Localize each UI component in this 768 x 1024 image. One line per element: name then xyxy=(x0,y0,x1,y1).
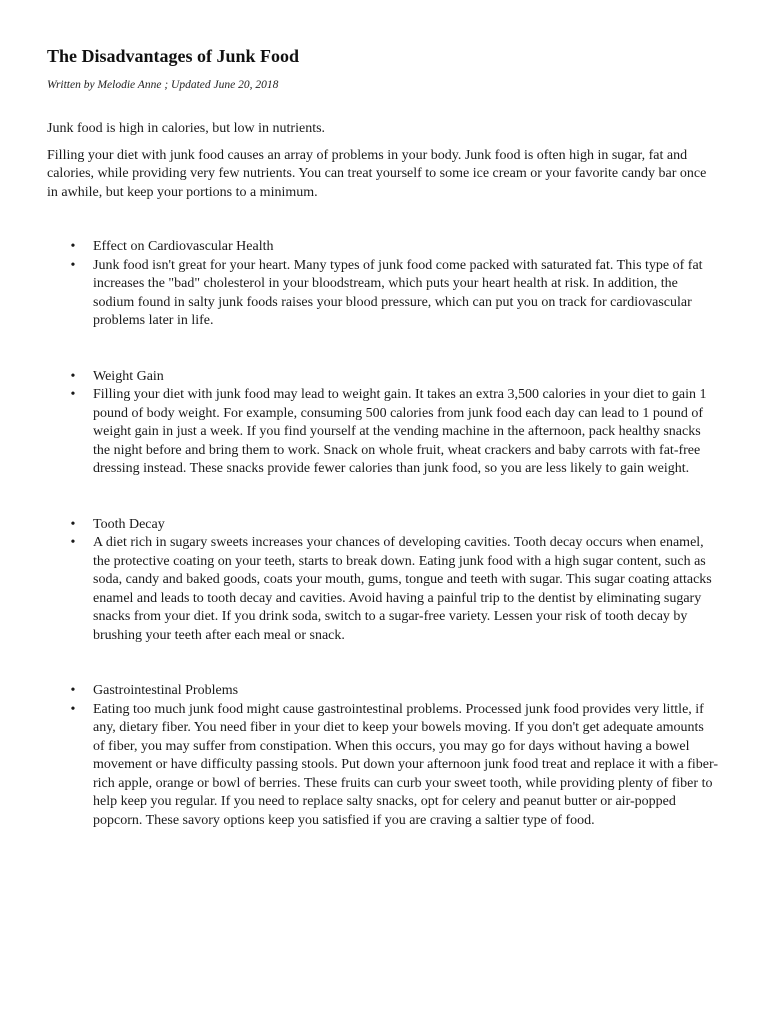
bullet-icon: • xyxy=(70,516,76,532)
section-body-text: Filling your diet with junk food may lead to weight gain. It takes an extra 3,500 calories in your diet to gain 1 pound of body weight. For example, consuming 500 calories from junk food each day can lead to 1 pound of weight gain in just a week. If you find yourself at the vending machine in the afternoon, pack healthy snacks the night before and bring them to work. Snack on whole fruit, wheat crackers and baby carrots with fat-free dressing instead. These snacks provide fewer calories than junk food, so you are less likely to gain weight. xyxy=(93,387,707,476)
section-body xyxy=(47,701,719,831)
section-weight-gain xyxy=(47,368,719,479)
page-title: The Disadvantages of Junk Food xyxy=(47,46,300,66)
section-body-text: Junk food isn't great for your heart. Many types of junk food come packed with saturated fat. This type of fat increases the "bad" cholesterol in your bloodstream, which puts your heart health at risk. In addition, the sodium found in salty junk foods raises your blood pressure, which can put you on track for cardiovascular problems later in life. xyxy=(93,257,703,328)
section-body xyxy=(47,386,719,479)
section-body xyxy=(47,534,719,645)
section-body-text: A diet rich in sugary sweets increases your chances of developing cavities. Tooth decay occurs when enamel, the protective coating on your teeth, starts to break down. Eating junk food with a high sugar content, such as soda, candy and baked goods, coats your mouth, gums, tongue and teeth with sugar. This sugar coating attacks enamel and leads to tooth decay and cavities. Avoid having a painful trip to the dentist by eliminating sugary snacks from your diet. If you drink soda, switch to a sugar-free variety. Lessen your risk of tooth decay by brushing your teeth after each meal or snack. xyxy=(93,535,712,643)
bullet-icon: • xyxy=(70,257,76,273)
section-heading xyxy=(47,368,719,387)
section-heading-text: Tooth Decay xyxy=(93,516,165,532)
bullet-icon: • xyxy=(70,387,76,402)
bullet-icon: • xyxy=(70,683,76,698)
section-gastrointestinal xyxy=(47,682,719,830)
section-heading xyxy=(47,238,719,257)
bullet-icon: • xyxy=(70,535,76,550)
intro-body: Filling your diet with junk food causes an array of problems in your body. Junk food is often high in sugar, fat and calories, while providing very few nutrients. You can treat yourself to some ice cream or your favorite candy bar once in awhile, but keep your portions to a minimum. xyxy=(47,147,707,200)
section-body xyxy=(47,257,719,331)
bullet-icon: • xyxy=(70,368,76,384)
document-page xyxy=(47,44,719,830)
intro-lead: Junk food is high in calories, but low in nutrients. xyxy=(47,121,326,136)
bullet-icon: • xyxy=(70,701,76,717)
section-heading-text: Effect on Cardiovascular Health xyxy=(93,239,274,254)
bullet-icon: • xyxy=(70,239,76,254)
section-heading-text: Gastrointestinal Problems xyxy=(93,683,239,698)
section-body-text: Eating too much junk food might cause gastrointestinal problems. Processed junk food provides very little, if any, dietary fiber. You need fiber in your diet to keep your bowels moving. If you don't get adequate amounts of fiber, you may suffer from constipation. When this occurs, you may go for days without having a bowel movement or have difficulty passing stools. Put down your afternoon junk food treat and replace it with a fiber-rich apple, orange or bowl of berries. These fruits can curb your sweet tooth, while providing plenty of fiber to help keep you regular. If you need to replace salty snacks, opt for celery and peanut butter or air-popped popcorn. These savory options keep you satisfied if you are craving a saltier type of food. xyxy=(93,701,719,828)
section-tooth-decay xyxy=(47,516,719,646)
byline: Written by Melodie Anne ; Updated June 20, 2018 xyxy=(47,79,279,91)
section-heading xyxy=(47,682,719,701)
section-cardiovascular xyxy=(47,238,719,331)
section-heading xyxy=(47,516,719,535)
section-heading-text: Weight Gain xyxy=(93,368,164,384)
